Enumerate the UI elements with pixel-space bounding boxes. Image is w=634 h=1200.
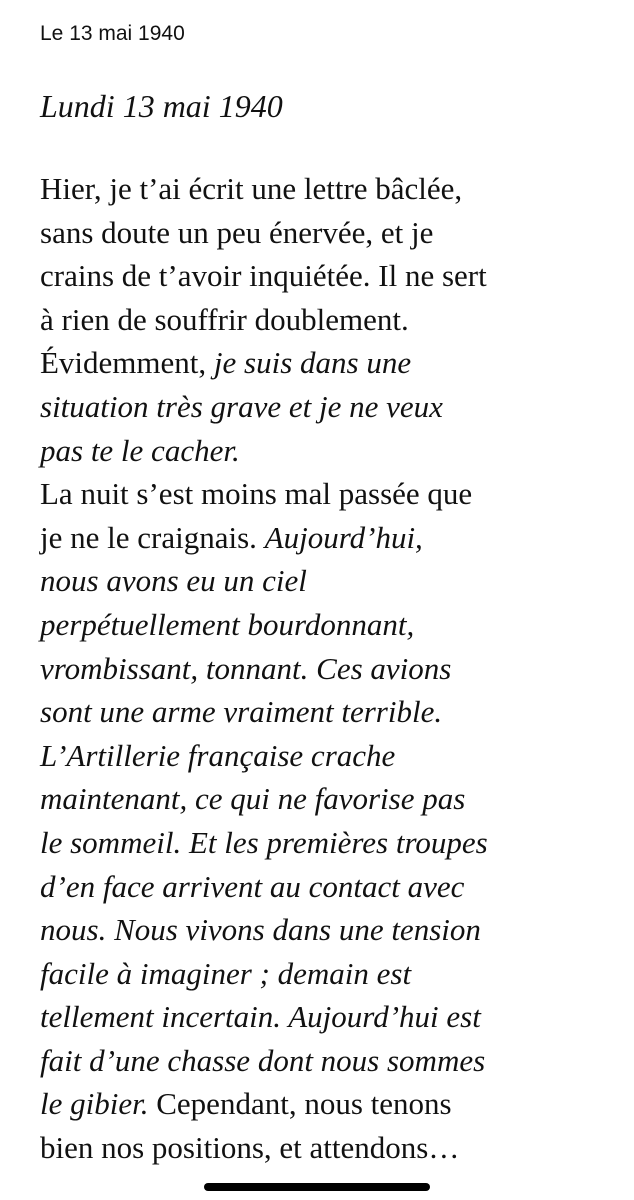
letter-line [40,429,630,473]
letter-text-italic: fait d’une chasse dont nous sommes [40,1042,486,1078]
letter-line [40,516,630,560]
letter-text-italic: vrombissant, tonnant. Ces avions [40,650,452,686]
letter-text-italic: d’en face arrivent au contact avec [40,868,465,904]
letter-line [40,777,630,821]
letter-text-italic: maintenant, ce qui ne favorise pas [40,781,466,817]
letter-text: crains de t’avoir inquiétée. Il ne sert [40,258,487,294]
letter-line [40,821,630,865]
letter-line [40,952,630,996]
letter-line [40,647,630,691]
letter-text-italic: sont une arme vraiment terrible. [40,694,443,730]
letter-text-italic: tellement incertain. Aujourd’hui est [40,999,481,1035]
letter-body [40,167,630,1170]
letter-text: bien nos positions, et attendons… [40,1130,460,1166]
letter-text: je ne le craignais. [40,519,265,555]
letter-line [40,254,630,298]
letter-text-italic: le sommeil. Et les premières troupes [40,824,488,860]
letter-text-italic: nous. Nous vivons dans une tension [40,912,481,948]
letter-line [40,734,630,778]
letter-line [40,603,630,647]
letter-line [40,908,630,952]
letter-text-italic: situation très grave et je ne veux [40,388,443,424]
letter-text-italic: L’Artillerie française crache [40,737,396,773]
letter-line [40,385,630,429]
letter-text-italic: le gibier. [40,1086,149,1122]
letter-text: à rien de souffrir doublement. [40,301,409,337]
letter-line [40,211,630,255]
letter-line [40,865,630,909]
letter-text: sans doute un peu énervée, et je [40,214,434,250]
letter-line [40,995,630,1039]
home-indicator[interactable] [204,1183,430,1191]
letter-line [40,1039,630,1083]
letter-text-italic: perpétuellement bourdonnant, [40,606,415,642]
header-date: Le 13 mai 1940 [40,22,185,45]
letter-line [40,1126,630,1170]
letter-text: Hier, je t’ai écrit une lettre bâclée, [40,171,463,206]
letter-text: Cependant, nous tenons [148,1086,452,1122]
letter-line [40,167,630,211]
letter-line [40,298,630,342]
letter-title: Lundi 13 mai 1940 [40,88,283,124]
letter-line [40,690,630,734]
letter-text-italic: nous avons eu un ciel [40,563,307,599]
letter-text-italic: facile à imaginer ; demain est [40,955,412,991]
letter-text: La nuit s’est moins mal passée que [40,476,473,512]
letter-line [40,472,630,516]
letter-line [40,559,630,603]
letter-text-italic: je suis dans une [213,345,412,381]
letter-line [40,1082,630,1126]
letter-text: Évidemment, [40,345,214,381]
letter-line [40,341,630,385]
letter-text-italic: Aujourd’hui, [264,519,423,555]
letter-text-italic: pas te le cacher. [40,432,240,468]
